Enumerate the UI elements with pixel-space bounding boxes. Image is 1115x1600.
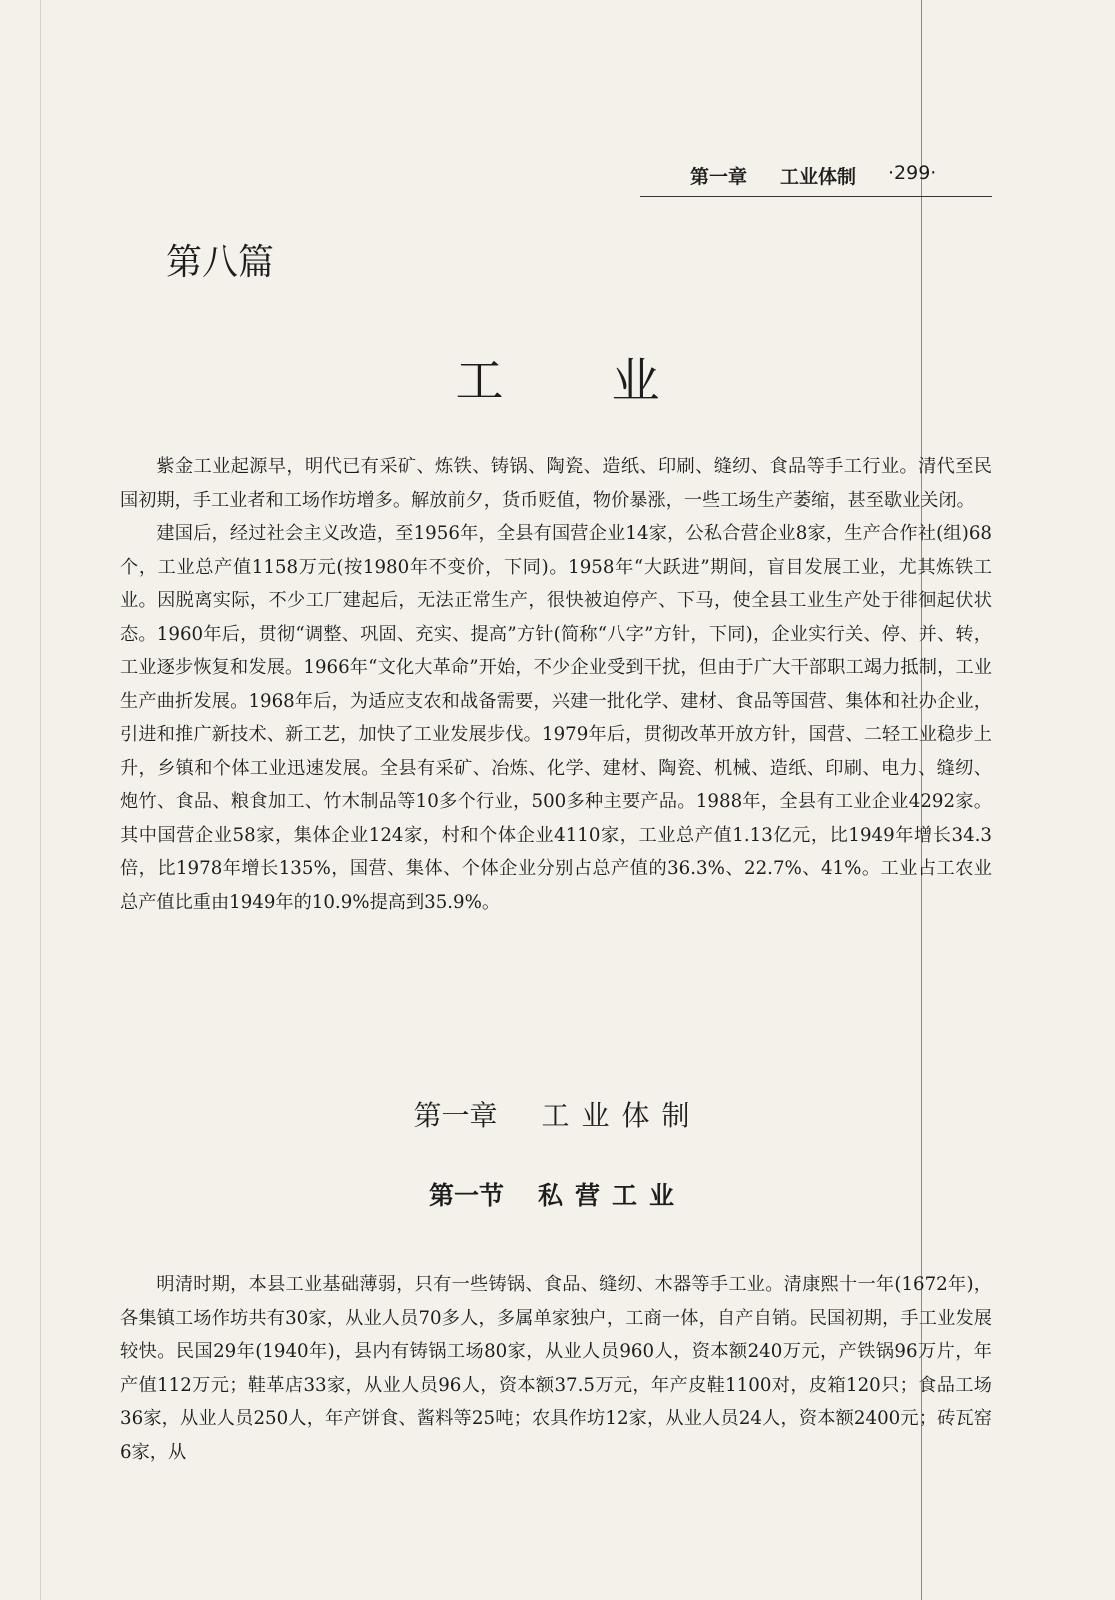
page-number: ·299· bbox=[888, 162, 937, 184]
section-paragraph-1: 明清时期，本县工业基础薄弱，只有一些铸锅、食品、缝纫、木器等手工业。清康熙十一年(1672年)，各集镇工场作坊共有30家，从业人员70多人，多属单家独户，工商一体，自产自销。民国初期，手工业发展较快。民国29年(1940年)，县内有铸锅工场80家，从业人员960人，资本额240万元，产铁锅96万片，年产值112万元；鞋革店33家，从业人员96人，资本额37.5万元，年产皮鞋1100对，皮箱120只；食品工场36家，从业人员250人，年产饼食、酱料等25吨；农具作坊12家，从业人员24人，资本额2400元；砖瓦窑6家，从 bbox=[120, 1274, 992, 1463]
chapter-title: 工业体制 bbox=[541, 1099, 702, 1132]
chapter-number: 第一章 bbox=[413, 1099, 498, 1132]
part-label: 第八篇 bbox=[166, 242, 275, 283]
scan-edge bbox=[40, 0, 41, 1600]
intro-paragraph-2: 建国后，经过社会主义改造，至1956年，全县有国营企业14家，公私合营企业8家，生产合作社(组)68个，工业总产值1158万元(按1980年不变价，下同)。1958年“大跃进”期间，盲目发展工业，尤其炼铁工业。因脱离实际，不少工厂建起后，无法正常生产，很快被迫停产、下马，使全县工业生产处于徘徊起伏状态。1960年后，贯彻“调整、巩固、充实、提高”方针(简称“八字”方针，下同)，企业实行关、停、并、转，工业逐步恢复和发展。1966年“文化大革命”开始，不少企业受到干扰，但由于广大干部职工竭力抵制，工业生产曲折发展。1968年后，为适应支农和战备需要，兴建一批化学、建材、食品等国营、集体和社办企业，引进和推广新技术、新工艺，加快了工业发展步伐。1979年后，贯彻改革开放方针，国营、二轻工业稳步上升，乡镇和个体工业迅速发展。全县有采矿、冶炼、化学、建材、陶瓷、机械、造纸、印刷、电力、缝纫、炮竹、食品、粮食加工、竹木制品等10多个行业，500多种主要产品。1988年，全县有工业企业4292家。其中国营企业58家，集体企业124家，村和个体企业4110家，工业总产值1.13亿元，比1949年增长34.3倍，比1978年增长135%，国营、集体、个体企业分别占总产值的36.3%、22.7%、41%。工业占工农业总产值比重由1949年的10.9%提高到35.9%。 bbox=[120, 523, 992, 913]
chapter-heading bbox=[0, 1094, 1115, 1134]
intro-text bbox=[120, 450, 992, 919]
section-title: 私营工业 bbox=[538, 1181, 687, 1210]
section-heading bbox=[0, 1176, 1115, 1212]
section-number: 第一节 bbox=[428, 1181, 504, 1210]
header-chapter: 第一章 bbox=[690, 166, 748, 188]
header-title: 工业体制 bbox=[780, 166, 857, 188]
part-title: 工业 bbox=[455, 353, 768, 409]
section-text bbox=[120, 1268, 992, 1469]
running-header bbox=[640, 158, 992, 197]
intro-paragraph-1: 紫金工业起源早，明代已有采矿、炼铁、铸锅、陶瓷、造纸、印刷、缝纫、食品等手工行业。清代至民国初期，手工业者和工场作坊增多。解放前夕，货币贬值，物价暴涨，一些工场生产萎缩，甚至歇业关闭。 bbox=[120, 456, 992, 511]
